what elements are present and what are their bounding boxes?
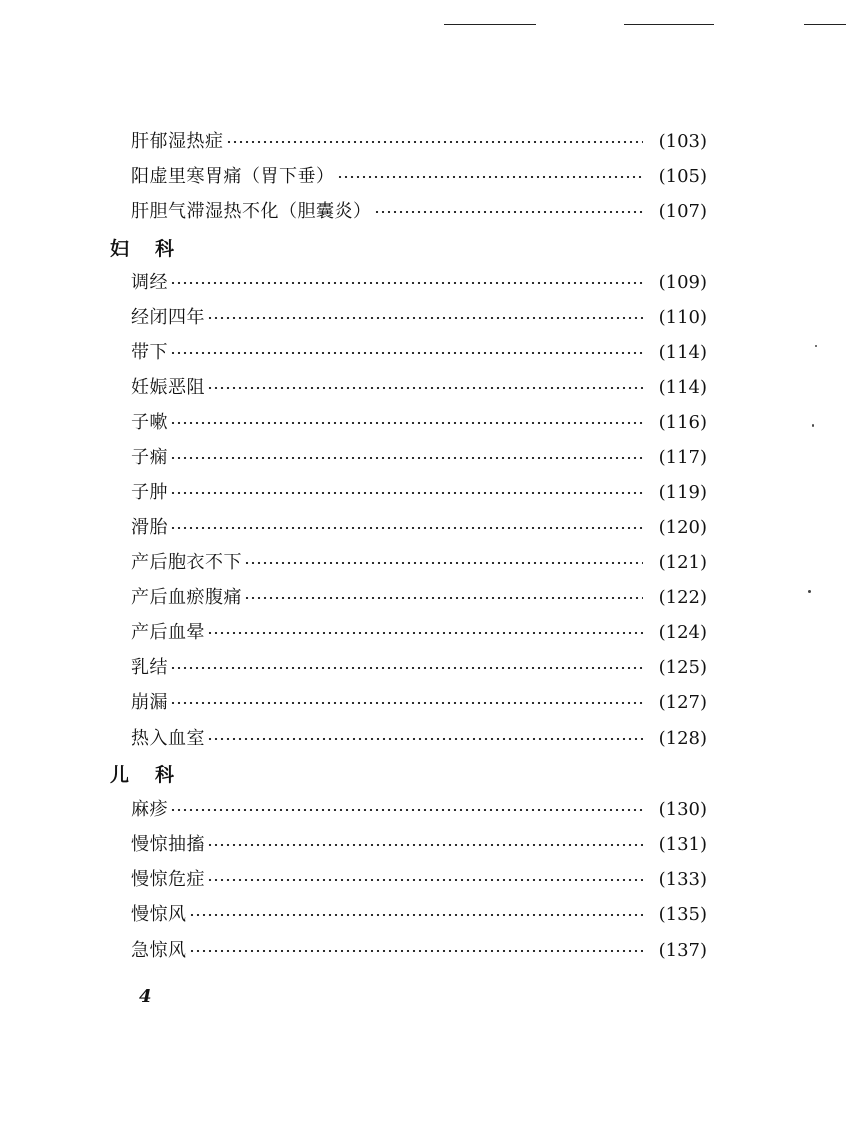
toc-entry-title: 子痫 bbox=[131, 447, 168, 468]
toc-entry-page: (133) bbox=[658, 869, 707, 890]
toc-entry-title: 慢惊风 bbox=[131, 904, 187, 925]
toc-entry-page: (119) bbox=[658, 482, 707, 503]
dot-leader bbox=[170, 422, 643, 424]
section-heading-pediatrics: 儿科 bbox=[110, 764, 201, 786]
toc-entry[interactable] bbox=[131, 199, 707, 225]
toc-entry-title: 肝郁湿热症 bbox=[131, 131, 224, 152]
toc-entry-title: 热入血室 bbox=[131, 728, 205, 749]
toc-entry-title: 慢惊危症 bbox=[131, 869, 205, 890]
dot-leader bbox=[207, 387, 643, 389]
dot-leader bbox=[170, 809, 643, 811]
toc-entry-page: (109) bbox=[658, 272, 707, 293]
toc-entry[interactable] bbox=[131, 445, 707, 471]
page-number: 4 bbox=[139, 986, 152, 1007]
dot-leader bbox=[337, 176, 644, 178]
toc-entry-page: (131) bbox=[658, 834, 707, 855]
toc-entry-title: 产后胞衣不下 bbox=[131, 552, 242, 573]
toc-entry[interactable] bbox=[131, 938, 707, 964]
scan-speck bbox=[812, 424, 814, 427]
dot-leader bbox=[170, 702, 643, 704]
toc-entry[interactable] bbox=[131, 164, 707, 190]
toc-entry-title: 麻疹 bbox=[131, 799, 168, 820]
toc-entry-title: 阳虚里寒胃痛（胃下垂） bbox=[131, 166, 335, 187]
toc-entry-page: (117) bbox=[658, 447, 707, 468]
toc-entry-page: (114) bbox=[658, 342, 707, 363]
toc-entry-page: (135) bbox=[658, 904, 707, 925]
dot-leader bbox=[207, 738, 643, 740]
dot-leader bbox=[207, 632, 643, 634]
toc-entry[interactable] bbox=[131, 129, 707, 155]
toc-entry-page: (105) bbox=[658, 166, 707, 187]
toc-entry[interactable] bbox=[131, 867, 707, 893]
toc-entry-page: (137) bbox=[658, 940, 707, 961]
toc-entry-page: (124) bbox=[658, 622, 707, 643]
toc-entry[interactable] bbox=[131, 340, 707, 366]
header-rule-3 bbox=[804, 24, 846, 25]
toc-entry-title: 妊娠恶阻 bbox=[131, 377, 205, 398]
toc-entry-title: 急惊风 bbox=[131, 940, 187, 961]
dot-leader bbox=[170, 352, 643, 354]
toc-entry-title: 带下 bbox=[131, 342, 168, 363]
dot-leader bbox=[170, 492, 643, 494]
dot-leader bbox=[207, 879, 643, 881]
toc-entry[interactable] bbox=[131, 620, 707, 646]
toc-entry[interactable] bbox=[131, 410, 707, 436]
toc-entry[interactable] bbox=[131, 797, 707, 823]
toc-entry-page: (125) bbox=[658, 657, 707, 678]
toc-entry[interactable] bbox=[131, 655, 707, 681]
toc-entry[interactable] bbox=[131, 832, 707, 858]
toc-entry-title: 调经 bbox=[131, 272, 168, 293]
toc-entry-title: 肝胆气滞湿热不化（胆囊炎） bbox=[131, 201, 372, 222]
toc-entry-title: 滑胎 bbox=[131, 517, 168, 538]
dot-leader bbox=[170, 282, 643, 284]
header-rule-1 bbox=[444, 24, 536, 25]
toc-entry-page: (121) bbox=[658, 552, 707, 573]
toc-entry-title: 子肿 bbox=[131, 482, 168, 503]
toc-entry-title: 子嗽 bbox=[131, 412, 168, 433]
toc-entry-page: (103) bbox=[658, 131, 707, 152]
toc-entry-title: 慢惊抽搐 bbox=[131, 834, 205, 855]
dot-leader bbox=[189, 950, 644, 952]
dot-leader bbox=[170, 457, 643, 459]
toc-entry-page: (107) bbox=[658, 201, 707, 222]
toc-entry-title: 经闭四年 bbox=[131, 307, 205, 328]
toc-entry-page: (120) bbox=[658, 517, 707, 538]
toc-entry[interactable] bbox=[131, 375, 707, 401]
toc-entry[interactable] bbox=[131, 902, 707, 928]
toc-entry-page: (128) bbox=[658, 728, 707, 749]
toc-entry-title: 产后血晕 bbox=[131, 622, 205, 643]
toc-entry-page: (110) bbox=[658, 307, 707, 328]
toc-entry[interactable] bbox=[131, 305, 707, 331]
toc-entry[interactable] bbox=[131, 515, 707, 541]
dot-leader bbox=[170, 667, 643, 669]
toc-entry-page: (130) bbox=[658, 799, 707, 820]
dot-leader bbox=[374, 211, 644, 213]
toc-entry-title: 产后血瘀腹痛 bbox=[131, 587, 242, 608]
toc-entry[interactable] bbox=[131, 270, 707, 296]
scan-speck bbox=[815, 345, 817, 347]
toc-entry-page: (122) bbox=[658, 587, 707, 608]
scan-speck bbox=[808, 590, 811, 593]
section-heading-gynecology: 妇科 bbox=[110, 238, 201, 260]
dot-leader bbox=[226, 141, 644, 143]
toc-entry-page: (116) bbox=[658, 412, 707, 433]
toc-entry-page: (114) bbox=[658, 377, 707, 398]
dot-leader bbox=[244, 562, 643, 564]
toc-entry-title: 崩漏 bbox=[131, 692, 168, 713]
toc-entry[interactable] bbox=[131, 480, 707, 506]
dot-leader bbox=[189, 914, 644, 916]
dot-leader bbox=[244, 597, 643, 599]
toc-entry[interactable] bbox=[131, 690, 707, 716]
toc-entry[interactable] bbox=[131, 550, 707, 576]
toc-entry-title: 乳结 bbox=[131, 657, 168, 678]
toc-entry[interactable] bbox=[131, 585, 707, 611]
dot-leader bbox=[170, 527, 643, 529]
toc-entry-page: (127) bbox=[658, 692, 707, 713]
header-rule-2 bbox=[624, 24, 714, 25]
dot-leader bbox=[207, 317, 643, 319]
toc-entry[interactable] bbox=[131, 726, 707, 752]
dot-leader bbox=[207, 844, 643, 846]
